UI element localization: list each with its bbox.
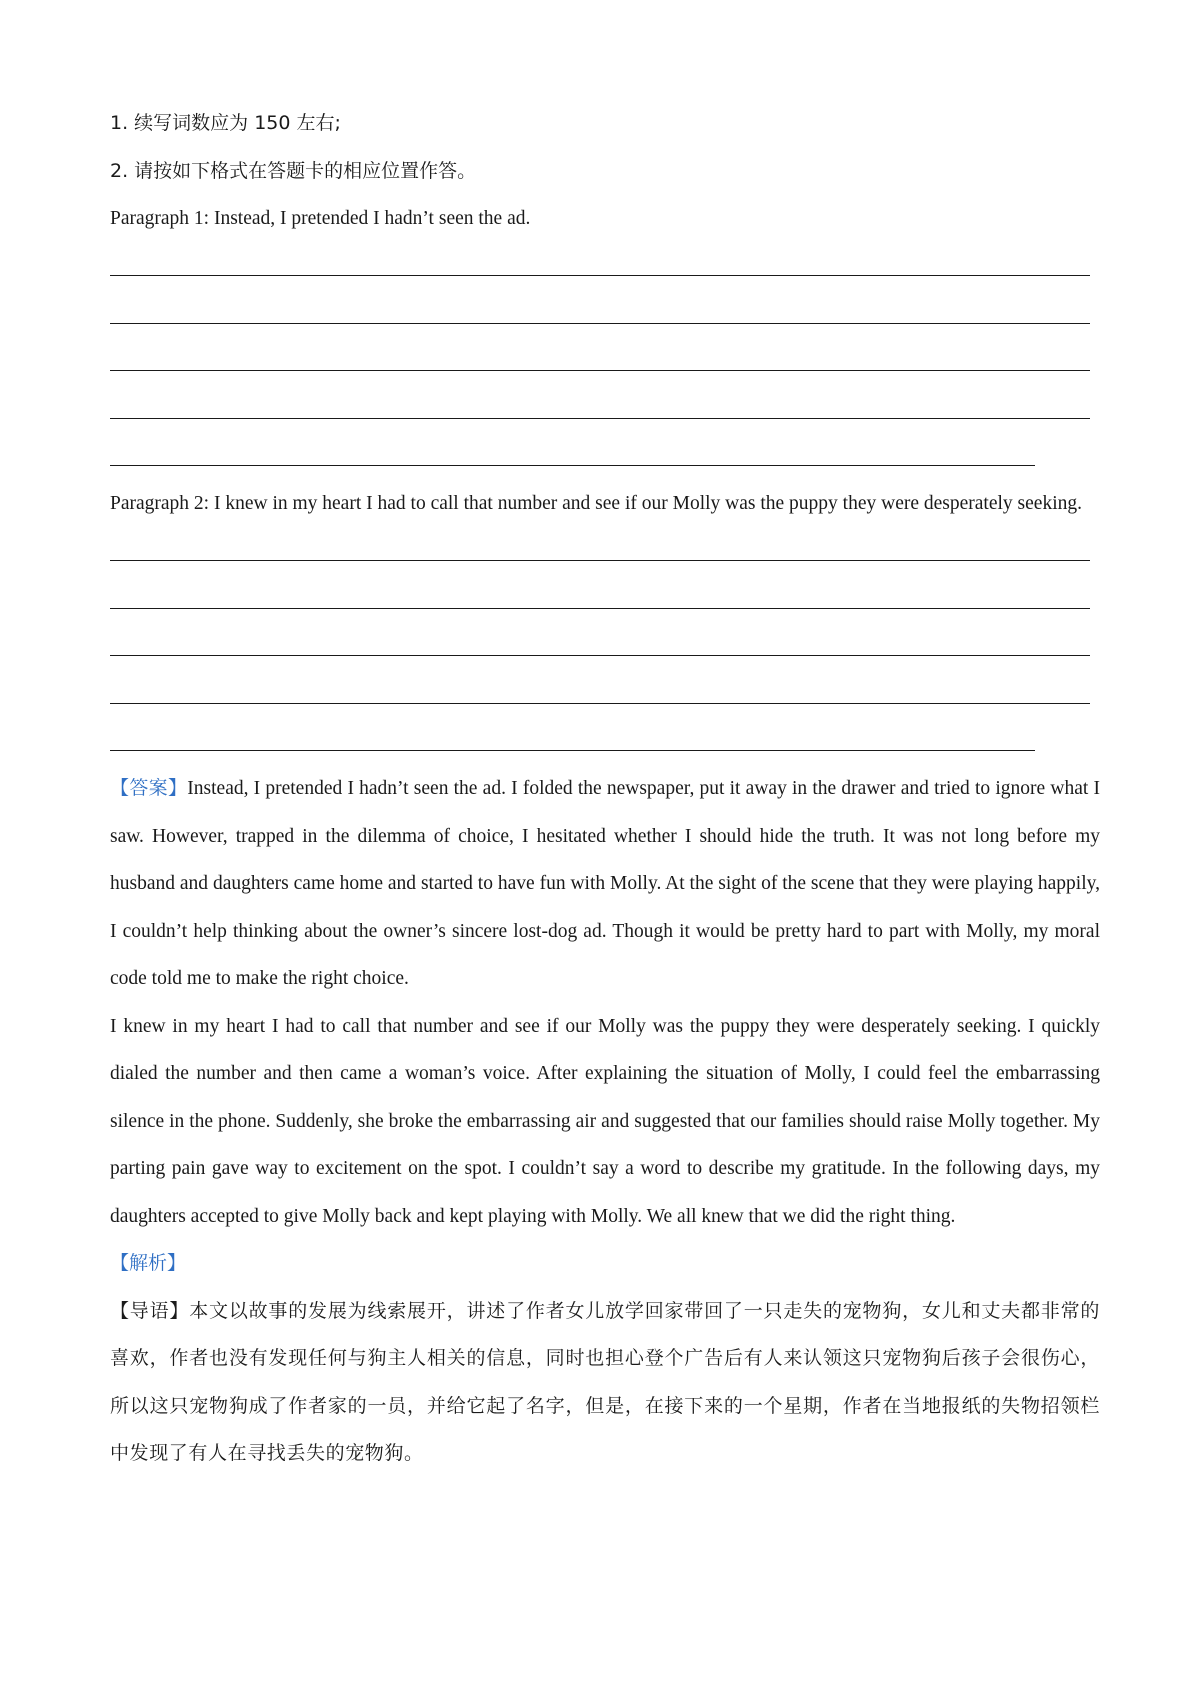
requirement-2: 2. 请按如下格式在答题卡的相应位置作答。 bbox=[110, 159, 477, 182]
blank-line bbox=[110, 243, 1100, 291]
paragraph1-answer-lines bbox=[110, 243, 1100, 481]
guide-text: 本文以故事的发展为线索展开，讲述了作者女儿放学回家带回了一只走失的宠物狗，女儿和丈夫都非常的喜欢，作者也没有发现任何与狗主人相关的信息，同时也担心登个广告后有人来认领这只宠物狗后孩子会很伤心，所以这只宠物狗成了作者家的一员，并给它起了名字，但是，在接下来的一个星期，作者在当地报纸的失物招领栏中发现了有人在寻找丢失的宠物狗。 bbox=[110, 1299, 1100, 1464]
blank-line bbox=[110, 623, 1100, 671]
blank-line bbox=[110, 670, 1100, 718]
blank-line bbox=[110, 338, 1100, 386]
answer-text-1: Instead, I pretended I hadn’t seen the ad. I folded the newspaper, put it away in the drawer and tried to ignore what I saw. However, trapped in the dilemma of choice, I hesitated whether I should hide the truth. It was not long before my husband and daughters came home and started to have fun with Molly. At the sight of the scene that they were playing happily, I couldn’t help thinking about the owner’s sincere lost-dog ad. Though it would be pretty hard to part with Molly, my moral code told me to make the right choice. bbox=[110, 778, 1100, 989]
analysis-tag: 【解析】 bbox=[110, 1252, 187, 1274]
blank-line bbox=[110, 575, 1100, 623]
blank-line bbox=[110, 290, 1100, 338]
guide-tag: 【导语】 bbox=[110, 1299, 190, 1322]
blank-line bbox=[110, 433, 1100, 481]
paragraph2-prompt: Paragraph 2: I knew in my heart I had to call that number and see if our Molly was the puppy they were desperately seeking. bbox=[110, 493, 1082, 514]
answer-paragraph-1 bbox=[110, 765, 1100, 1003]
document-content bbox=[110, 100, 1100, 1478]
paragraph2-answer-lines bbox=[110, 528, 1100, 766]
paragraph1-prompt: Paragraph 1: Instead, I pretended I hadn’t seen the ad. bbox=[110, 208, 531, 229]
analysis-heading bbox=[110, 1240, 1100, 1288]
blank-line bbox=[110, 528, 1100, 576]
blank-line bbox=[110, 385, 1100, 433]
answer-tag: 【答案】 bbox=[110, 777, 188, 799]
answer-paragraph-2: I knew in my heart I had to call that number and see if our Molly was the puppy they were desperately seeking. I quickly dialed the number and then came a woman’s voice. After explaining the situation of Molly, I could feel the embarrassing silence in the phone. Suddenly, she broke the embarrassing air and suggested that our families should raise Molly together. My parting pain gave way to excitement on the spot. I couldn’t say a word to describe my gratitude. In the following days, my daughters accepted to give Molly back and kept playing with Molly. We all knew that we did the right thing. bbox=[110, 1015, 1100, 1227]
requirement-1: 1. 续写词数应为 150 左右; bbox=[110, 112, 341, 134]
guide-paragraph bbox=[110, 1288, 1100, 1478]
blank-line bbox=[110, 718, 1100, 766]
